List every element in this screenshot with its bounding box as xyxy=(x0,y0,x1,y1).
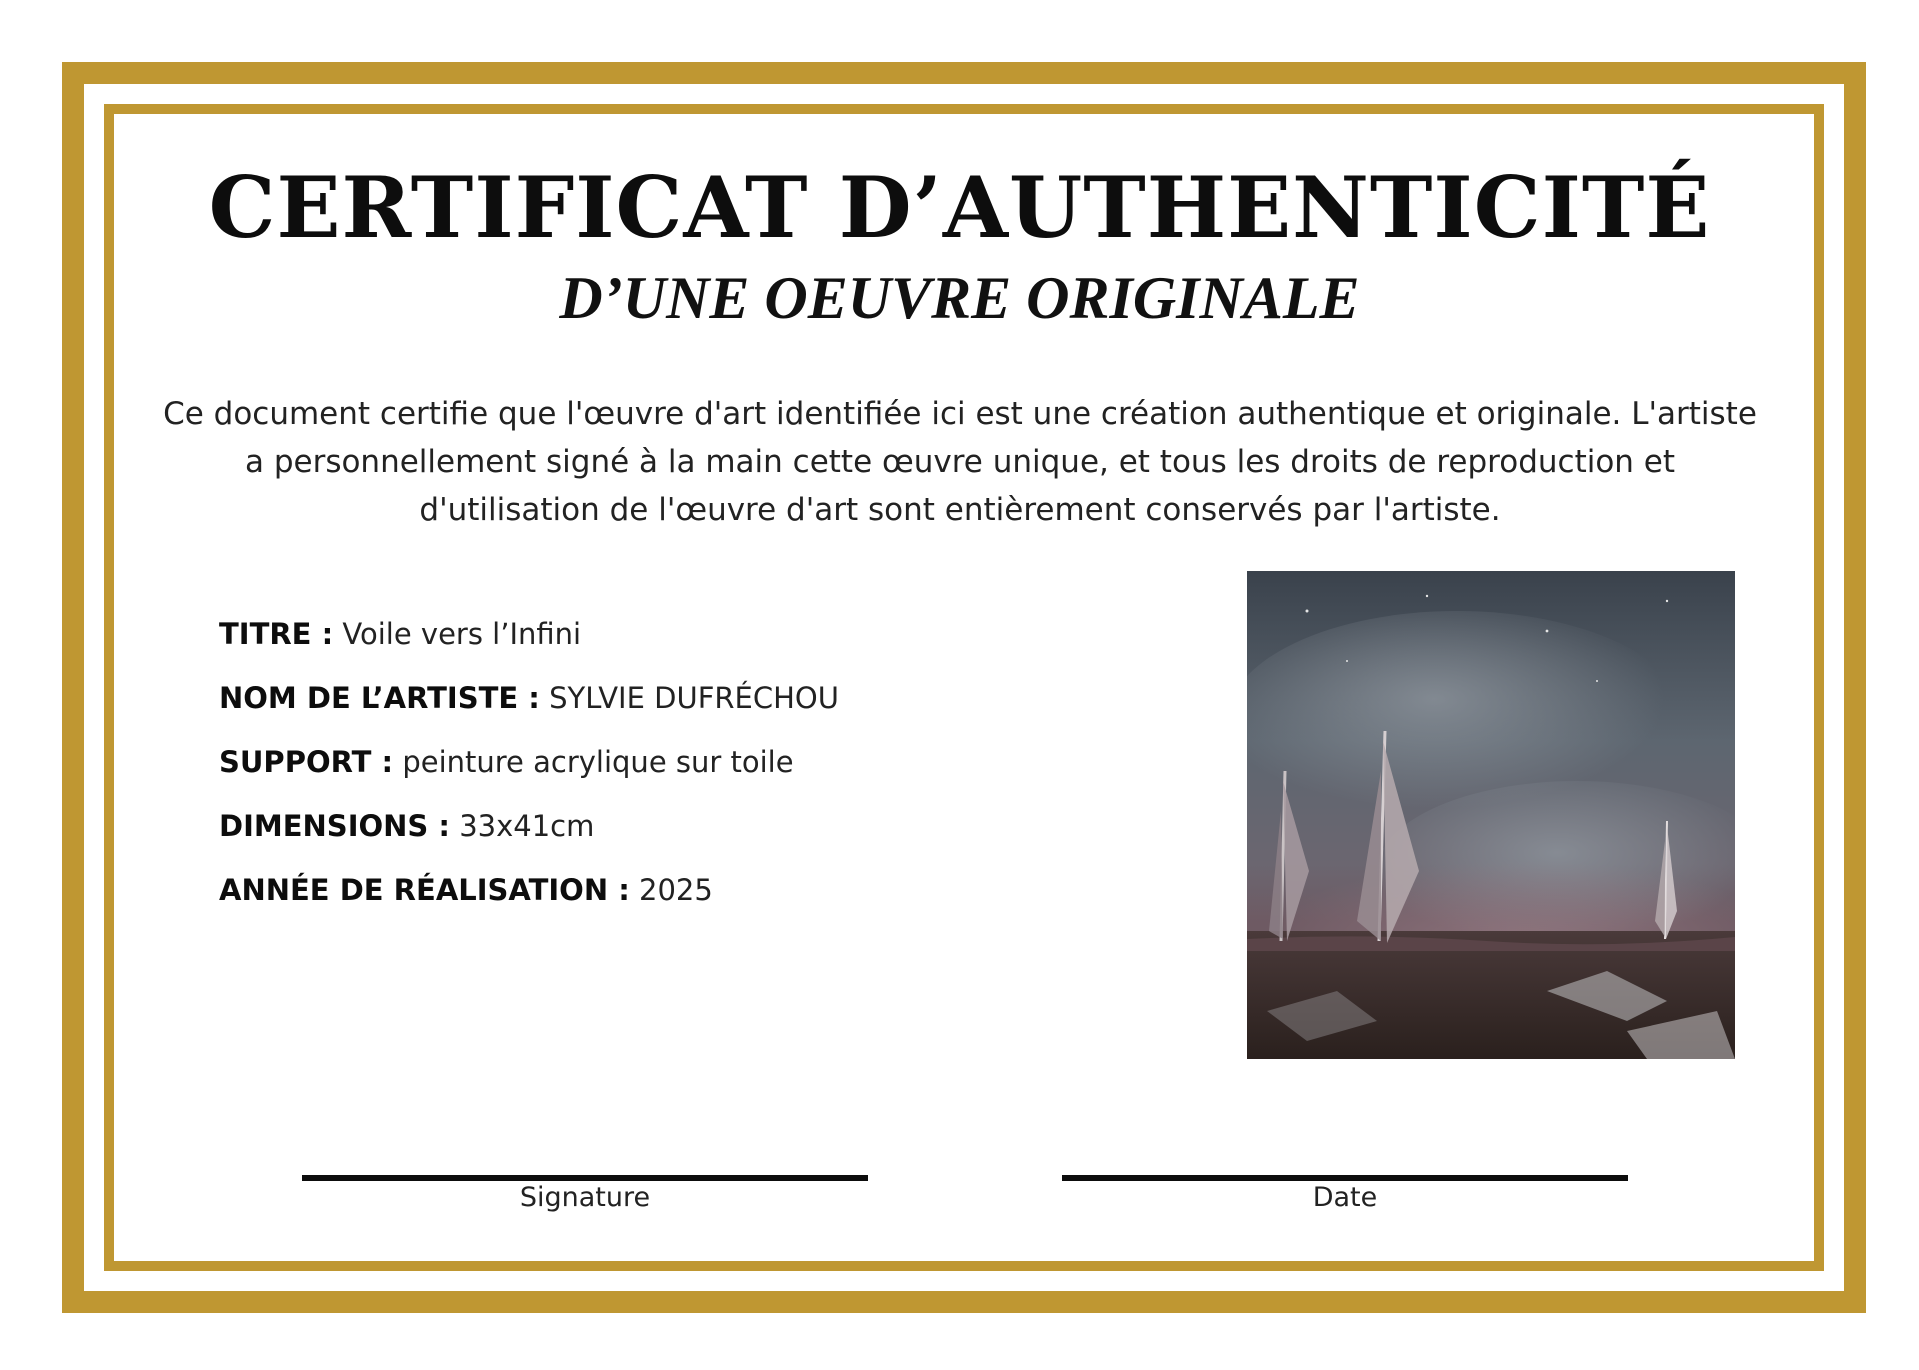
field-artist-value: SYLVIE DUFRÉCHOU xyxy=(549,681,839,715)
field-dimensions-value: 33x41cm xyxy=(459,809,595,843)
date-label: Date xyxy=(1312,1182,1378,1213)
artwork-image xyxy=(1247,571,1735,1059)
artwork-details xyxy=(219,614,1119,934)
field-dimensions xyxy=(219,806,1119,870)
field-title-label: TITRE : xyxy=(219,617,334,651)
field-artist xyxy=(219,678,1119,742)
certificate-intro: Ce document certifie que l'œuvre d'art identifiée ici est une création authentique et originale. L'artiste a personnellement signé à la main cette œuvre unique, et tous les droits de reproduction et d'utilisation de l'œuvre d'art sont entièrement conservés par l'artiste. xyxy=(163,396,1757,528)
field-support-value: peinture acrylique sur toile xyxy=(402,745,794,779)
certificate-title: CERTIFICAT D’AUTHENTICITÉ xyxy=(208,158,1711,257)
field-support-label: SUPPORT : xyxy=(219,745,394,779)
painting-sailboats-icon xyxy=(1247,571,1735,1059)
field-year-label: ANNÉE DE RÉALISATION : xyxy=(219,873,630,907)
field-title xyxy=(219,614,1119,678)
field-dimensions-label: DIMENSIONS : xyxy=(219,809,450,843)
signature-label: Signature xyxy=(519,1182,651,1213)
field-support xyxy=(219,742,1119,806)
field-year xyxy=(219,870,1119,934)
field-artist-label: NOM DE L’ARTISTE : xyxy=(219,681,540,715)
field-year-value: 2025 xyxy=(639,873,713,907)
field-title-value: Voile vers l’Infini xyxy=(342,617,582,651)
certificate-subtitle: D’UNE OEUVRE ORIGINALE xyxy=(559,265,1360,331)
